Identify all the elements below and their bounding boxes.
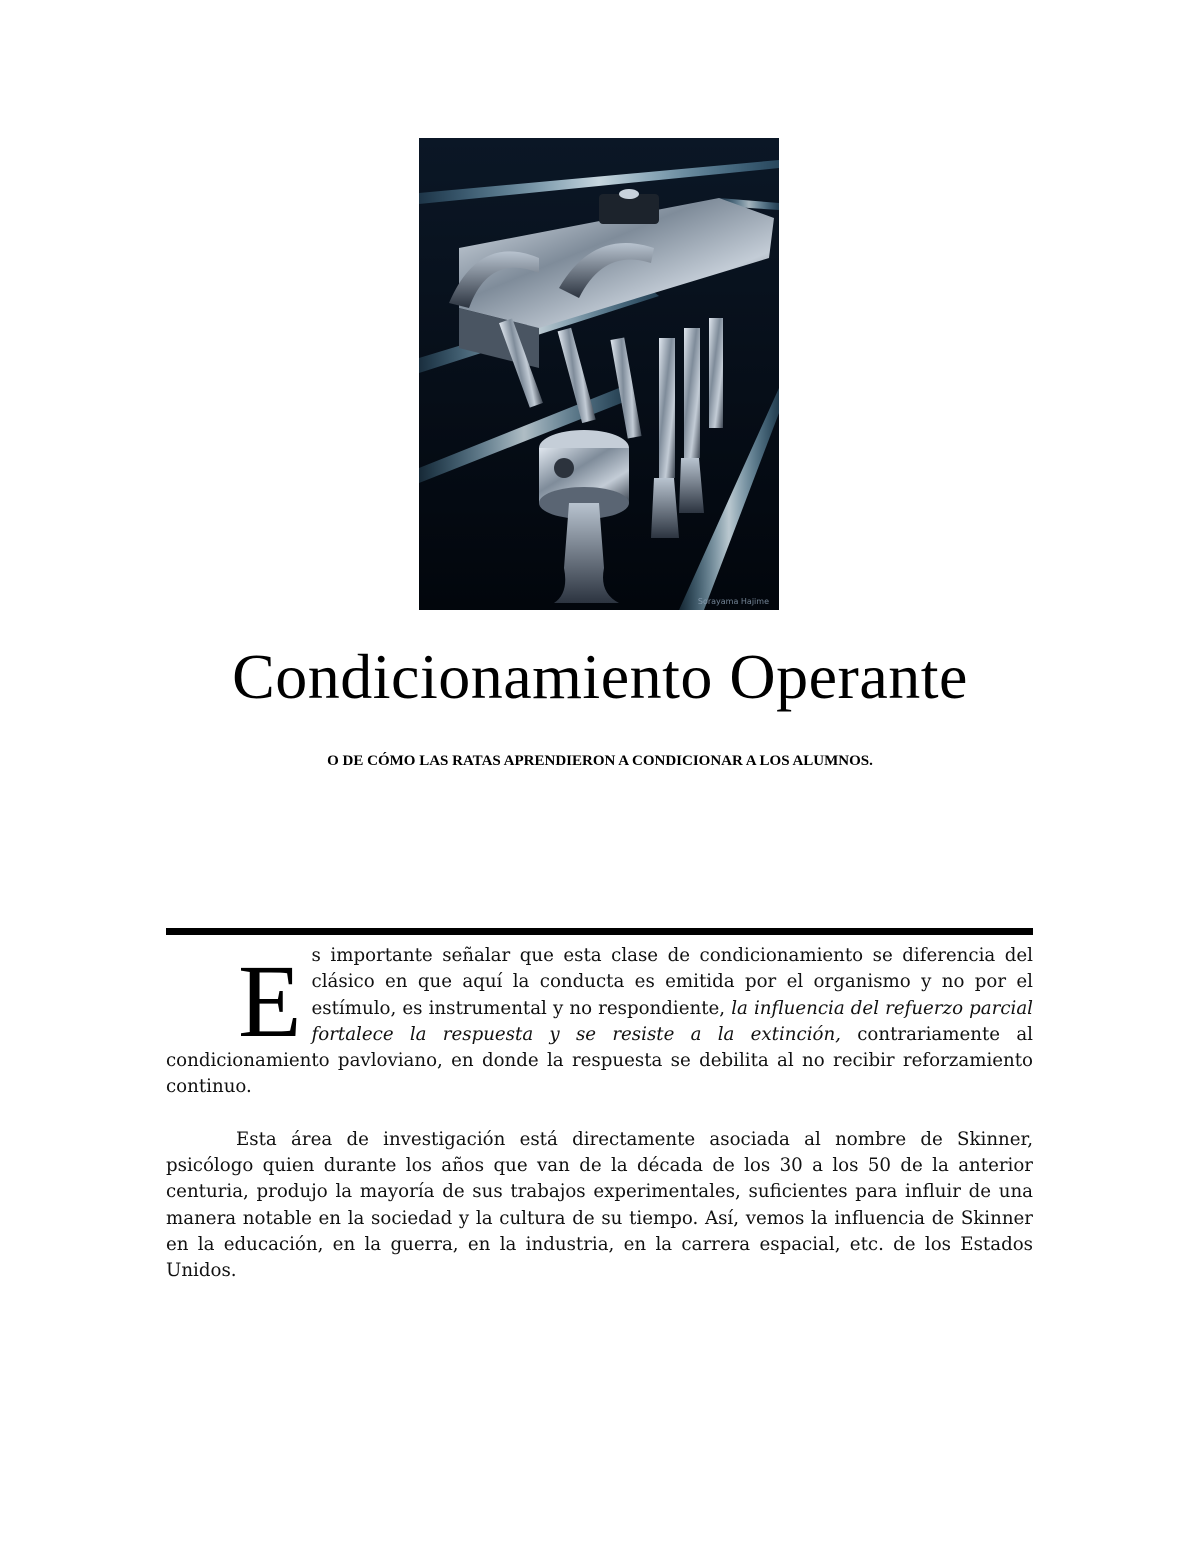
horizontal-rule	[166, 928, 1033, 935]
paragraph-1-text-start: s importante señalar que esta clase de condicionamiento se diferencia del clásico en que aquí la conducta es emitida por el organismo y no por el estímulo, es instrumental y no respondiente,	[311, 945, 1033, 1019]
cover-image	[419, 138, 779, 610]
paragraph-1-text-end: contrariamente al condicionamiento pavloviano, en donde la respuesta se debilita al no recibir reforzamiento continuo.	[166, 1023, 1033, 1098]
paragraph-1	[166, 943, 1033, 1101]
body-text	[166, 943, 1033, 1285]
paragraph-1-emphasis: la influencia del refuerzo parcial fortalece la respuesta y se resiste a la extinción,	[311, 997, 1033, 1045]
paragraph-2: Esta área de investigación está directamente asociada al nombre de Skinner, psicólogo quien durante los años que van de la década de los 30 a los 50 de la anterior centuria, produjo la mayoría de sus trabajos experimentales, suficientes para influir de una manera notable en la sociedad y la cultura de su tiempo. Así, vemos la influencia de Skinner en la educación, en la guerra, en la industria, en la carrera espacial, etc. de los Estados Unidos.	[166, 1128, 1033, 1282]
drop-cap: E	[238, 944, 302, 1059]
document-title: Condicionamiento Operante	[232, 641, 968, 712]
photo-credit: Sorayama Hajime	[697, 597, 769, 606]
engine-illustration-icon	[419, 138, 779, 610]
document-subtitle: O DE CÓMO LAS RATAS APRENDIERON A CONDICIONAR A LOS ALUMNOS.	[327, 753, 873, 769]
